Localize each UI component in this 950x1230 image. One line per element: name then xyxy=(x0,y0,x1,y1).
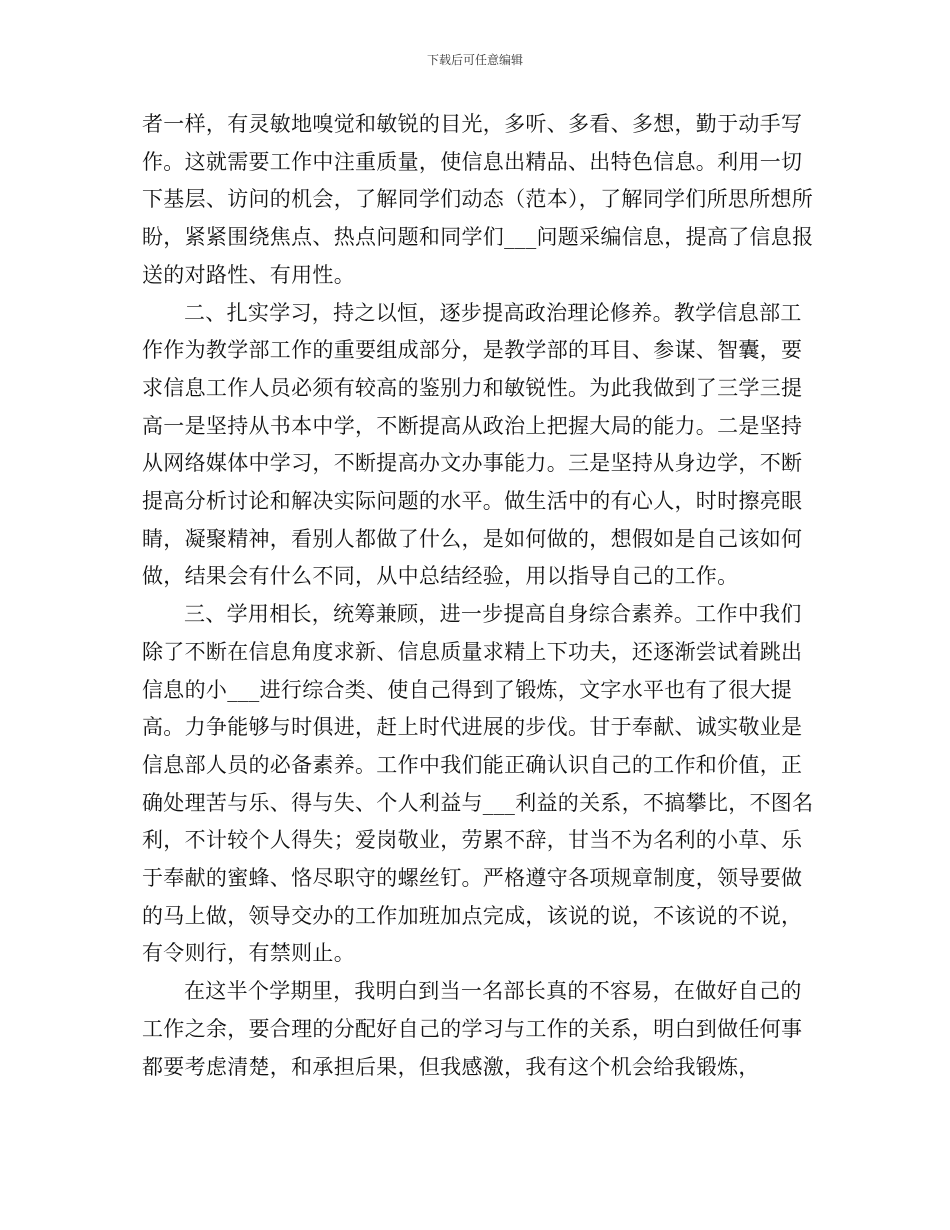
paragraph-section-two: 二、扎实学习，持之以恒，逐步提高政治理论修养。教学信息部工作作为教学部工作的重要组成部分，是教学部的耳目、参谋、智囊，要求信息工作人员必须有较高的鉴别力和敏锐性。为此我做到了三学三提高一是坚持从书本中学，不断提高从政治上把握大局的能力。二是坚持从网络媒体中学习，不断提高办文办事能力。三是坚持从身边学，不断提高分析讨论和解决实际问题的水平。做生活中的有心人，时时擦亮眼睛，凝聚精神，看别人都做了什么，是如何做的，想假如是自己该如何做，结果会有什么不同，从中总结经验，用以指导自己的工作。 xyxy=(142,300,803,589)
document-body xyxy=(142,106,814,1086)
paragraph-reflection: 在这半个学期里，我明白到当一名部长真的不容易，在做好自己的工作之余，要合理的分配好自己的学习与工作的关系，明白到做任何事都要考虑清楚，和承担后果，但我感激，我有这个机会给我锻炼， xyxy=(142,979,803,1079)
paragraph-section-three: 三、学用相长，统筹兼顾，进一步提高自身综合素养。工作中我们除了不断在信息角度求新、信息质量求精上下功夫，还逐渐尝试着跳出信息的小___进行综合类、使自己得到了锻炼，文字水平也有了很大提高。力争能够与时俱进，赶上时代进展的步伐。甘于奉献、诚实敬业是信息部人员的必备素养。工作中我们能正确认识自己的工作和价值，正确处理苦与乐、得与失、个人利益与___利益的关系，不搞攀比，不图名利，不计较个人得失；爱岗敬业，劳累不辞，甘当不为名利的小草、乐于奉献的蜜蜂、恪尽职守的螺丝钉。严格遵守各项规章制度，领导要做的马上做，领导交办的工作加班加点完成，该说的说，不该说的不说，有令则行，有禁则止。 xyxy=(142,602,814,966)
paragraph-continuation: 者一样，有灵敏地嗅觉和敏锐的目光，多听、多看、多想，勤于动手写作。这就需要工作中注重质量，使信息出精品、出特色信息。利用一切下基层、访问的机会，了解同学们动态（范本），了解同学们所思所想所盼，紧紧围绕焦点、热点问题和同学们___问题采编信息，提高了信息报送的对路性、有用性。 xyxy=(142,112,814,287)
page-header: 下载后可任意编辑 xyxy=(426,53,523,67)
